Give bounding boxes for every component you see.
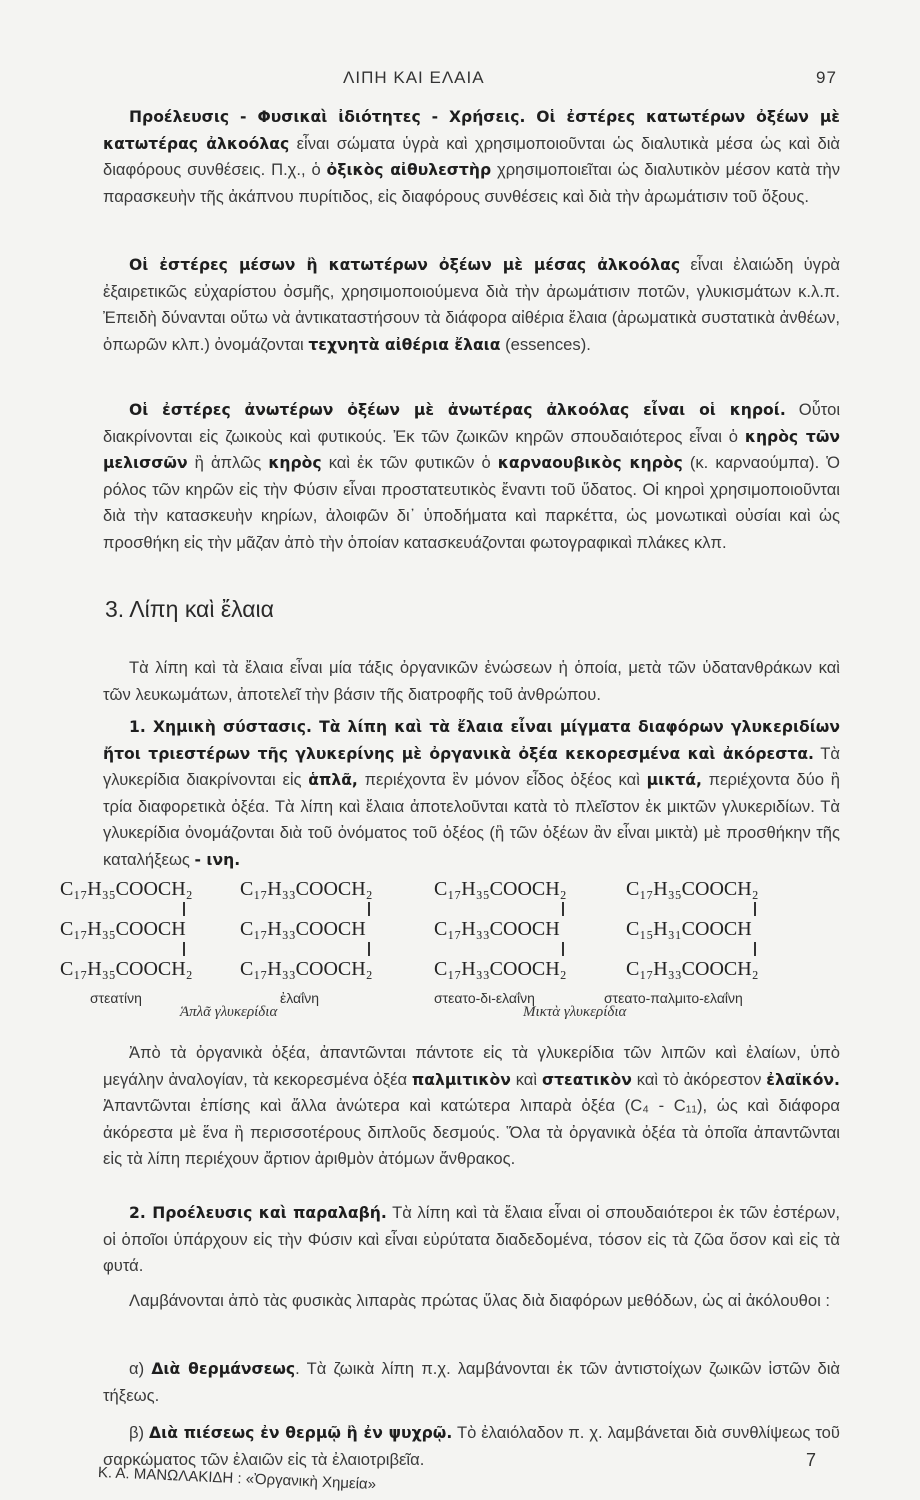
formula-row: C₁₅H₃₁COOCH (626, 918, 752, 940)
glyceride-formula (434, 874, 567, 1006)
paragraph (103, 1200, 840, 1280)
text: Οὗτοι διακρίνονται εἰς ζωικοὺς καὶ φυτικούς. Ἐκ τῶν ζωικῶν κηρῶν σπουδαιότερος εἶναι ὁ (103, 400, 841, 446)
formula-row: C₁₇H₃₃COOCH₂ (434, 958, 567, 980)
bold-text: ὀξικὸς αἰθυλεστὴρ (326, 161, 492, 179)
bond-line (368, 942, 370, 956)
bold-text: Οἱ ἐστέρες μέσων ἢ κατωτέρων ὀξέων μὲ μέσας ἀλκοόλας (129, 256, 681, 274)
text: . Τὰ ζωικὰ λίπη π.χ. λαμβάνονται ἐκ τῶν ἀντιστοίχων ζωικῶν ἱστῶν διὰ τήξεως. (103, 1359, 840, 1405)
glyceride-formula (60, 874, 193, 1006)
bond-line (183, 942, 185, 956)
text: περιέχοντα ἓν μόνον εἶδος ὀξέος καὶ (357, 770, 647, 789)
paragraph (103, 1420, 840, 1473)
formula-row: C₁₇H₃₅COOCH₂ (434, 878, 567, 900)
bold-text: τεχνητὰ αἰθέρια ἔλαια (308, 335, 501, 354)
text: Τὰ λίπη καὶ τὰ ἔλαια εἶναι οἱ σπουδαιότεροι ἐκ τῶν ἐστέρων, οἱ ὁποῖοι ὑπάρχουν εἰς τὴν Φύσιν καὶ εἶναι εὐρύτατα διαδεδομένα, τόσον εἰς τὰ ζῶα ὅσον καὶ εἰς τὰ φυτά. (103, 1203, 840, 1275)
bold-text: ἁπλᾶ, (308, 771, 358, 789)
paragraph (103, 655, 840, 708)
text: β) (129, 1423, 150, 1442)
bold-text: 2. Προέλευσις καὶ παραλαβή. (129, 1204, 387, 1222)
formula-row: C₁₇H₃₃COOCH₂ (240, 878, 373, 900)
bold-text: 1. Χημικὴ σύστασις. Τὰ λίπη καὶ τὰ ἔλαια εἶναι μίγματα διαφόρων γλυκεριδίων ἤτοι τριεστέρων τῆς γλυκερίνης μὲ ὀργανικὰ ὀξέα κεκορεσμένα καὶ ἀκόρεστα. (103, 718, 840, 763)
bold-text: Διὰ θερμάνσεως (151, 1360, 296, 1378)
simple-glycerides-label: Ἁπλᾶ γλυκερίδια (180, 1004, 278, 1020)
bold-text: ἐλαϊκόν. (766, 1070, 840, 1089)
bold-text: κηρὸς τῶν μελισσῶν (103, 427, 840, 472)
text: χρησιμοποιεῖται ὡς διαλυτικὸν μέσον κατὰ τὴν παρασκευὴν τῆς ἀκάπνου πυρίτιδος, εἰς διαφόρους συνθέσεις καὶ διὰ τὴν ἀρωμάτισιν τοῦ ὄξους. (103, 160, 840, 206)
text: εἶναι σώματα ὑγρὰ καὶ χρησιμοποιοῦνται ὡς διαλυτικὰ μέσα ὡς καὶ διὰ διαφόρους συνθέσεις. Π.χ., ὁ (103, 133, 840, 179)
section-heading: 3. Λίπη καὶ ἔλαια (105, 596, 274, 622)
bond-line (183, 902, 185, 916)
paragraph (103, 714, 840, 873)
bold-text: στεατικὸν (541, 1070, 632, 1089)
formula-row: C₁₇H₃₅COOCH₂ (60, 878, 193, 900)
text: καὶ τὸ ἀκόρεστον (631, 1069, 767, 1089)
formula-row: C₁₇H₃₅COOCH₂ (60, 958, 193, 980)
glyceride-name: στεατο-δι-ελαΐνη (434, 990, 535, 1006)
text: περιέχοντα δύο ἢ τρία διαφορετικὰ ὀξέα. Τὰ λίπη καὶ ἔλαια ἀποτελοῦνται κατὰ τὸ πλεῖστον ἐκ μικτῶν γλυκεριδίων. Τὰ γλυκερίδια ὀνομάζονται διὰ τοῦ ὀνόματος τοῦ ὀξέος (ἢ τῶν ὀξέων ἂν εἶναι μικτὰ) μὲ προσθήκην τῆς καταλήξεως (103, 770, 840, 869)
running-title: ΛΙΠΗ ΚΑΙ ΕΛΑΙΑ (343, 68, 485, 87)
bond-line (754, 902, 756, 916)
mixed-glycerides-label: Μικτὰ γλυκερίδια (523, 1004, 627, 1020)
text: καὶ (510, 1069, 542, 1089)
sheet-number: 7 (806, 1450, 817, 1470)
formula-row: C₁₇H₃₃COOCH (434, 918, 560, 940)
paragraph (103, 104, 840, 210)
text: Τὸ ἐλαιόλαδον π. χ. λαμβάνεται διὰ συνθλίψεως τοῦ σαρκώματος τῶν ἐλαιῶν εἰς τὰ ἐλαιοτριβεῖα. (103, 1423, 840, 1469)
glyceride-name: ἐλαΐνη (280, 990, 320, 1006)
bold-text: Διὰ πιέσεως ἐν θερμῷ ἢ ἐν ψυχρῷ. (149, 1424, 453, 1442)
text: α) (129, 1359, 152, 1378)
formula-row: C₁₇H₃₅COOCH₂ (626, 878, 759, 900)
text: Ἀπαντῶνται ἐπίσης καὶ ἄλλα ἀνώτερα καὶ κατώτερα λιπαρὰ ὀξέα (C₄ - C₁₁), ὡς καὶ διάφορα ἀκόρεστα μὲ ἕνα ἢ περισσοτέρους διπλοῦς δεσμούς. Ὅλα τὰ ὀργανικὰ ὀξέα τὰ ὁποῖα ἀπαντῶνται εἰς τὰ λίπη περιέχουν ἄρτιον ἀριθμὸν ἀτόμων ἄνθρακος. (103, 1096, 840, 1168)
page-number: 97 (816, 68, 837, 87)
formula-row: C₁₇H₃₃COOCH₂ (626, 958, 759, 980)
text: Λαμβάνονται ἀπὸ τὰς φυσικὰς λιπαρὰς πρώτας ὕλας διὰ διαφόρων μεθόδων, ὡς αἱ ἀκόλουθοι : (129, 1291, 831, 1310)
bold-text: - ινη. (194, 850, 241, 869)
text: (essences). (500, 334, 591, 354)
text: Ἀπὸ τὰ ὀργανικὰ ὀξέα, ἀπαντῶνται πάντοτε εἰς τὰ γλυκερίδια τῶν λιπῶν καὶ ἐλαίων, ὑπὸ μεγάλην ἀναλογίαν, τὰ κεκορεσμένα ὀξέα (103, 1043, 840, 1089)
bold-text: παλμιτικὸν (411, 1070, 511, 1089)
bold-text: κηρὸς (268, 454, 322, 472)
footer-signature: Κ. Α. ΜΑΝΩΛΑΚΙΔΗ : «Ὀργανικὴ Χημεία» (97, 1464, 377, 1494)
bond-line (562, 942, 564, 956)
bold-text: Οἱ ἐστέρες ἀνωτέρων ὀξέων μὲ ἀνωτέρας ἀλκοόλας εἶναι οἱ κηροί. (129, 401, 786, 419)
text: (κ. καρναούμπα). Ὁ ρόλος τῶν κηρῶν εἰς τὴν Φύσιν εἶναι προστατευτικὸς ἔναντι τοῦ ὕδατος. Οἱ κηροὶ χρησιμοποιοῦνται διὰ τὴν κατασκευὴν κηρίων, ἀλοιφῶν δι᾽ ὑποδήματα καὶ παρκέττα, ὡς μονωτικαὶ οὐσίαι καὶ ὡς προσθήκη εἰς τὴν μᾶζαν ἀπὸ τὴν ὁποίαν κατασκευάζονται φωτογραφικαὶ πλάκες κλπ. (103, 453, 840, 552)
paragraph (103, 1356, 840, 1409)
paragraph (103, 1040, 840, 1173)
paragraph (103, 397, 840, 556)
formula-row: C₁₇H₃₃COOCH₂ (240, 958, 373, 980)
bold-text: μικτά, (646, 771, 702, 789)
glyceride-formula (604, 874, 759, 1006)
glyceride-formula (240, 874, 373, 1006)
glyceride-name: στεατο-παλμιτο-ελαΐνη (604, 990, 743, 1006)
formula-row: C₁₇H₃₅COOCH (60, 918, 186, 940)
bold-text: καρναουβικὸς κηρὸς (497, 454, 683, 472)
glyceride-name: στεατίνη (90, 990, 142, 1006)
text: καὶ ἐκ τῶν φυτικῶν ὁ (321, 453, 498, 472)
bond-line (562, 902, 564, 916)
formula-row: C₁₇H₃₃COOCH (240, 918, 366, 940)
bond-line (368, 902, 370, 916)
text: Τὰ λίπη καὶ τὰ ἔλαια εἶναι μία τάξις ὀργανικῶν ἑνώσεων ἡ ὁποία, μετὰ τῶν ὑδατανθράκων καὶ τῶν λευκωμάτων, ἀποτελεῖ τὴν βάσιν τῆς διατροφῆς τοῦ ἀνθρώπου. (103, 658, 840, 704)
text: εἶναι ἐλαιώδη ὑγρὰ ἐξαιρετικῶς εὐχαρίστου ὀσμῆς, χρησιμοποιούμενα διὰ τὴν ἀρωμάτισιν ποτῶν, γλυκισμάτων κ.λ.π. Ἐπειδὴ δύνανται οὕτω νὰ ἀντικαταστήσουν τὰ διάφορα αἰθέρια ἔλαια (ἀρωματικὰ συστατικὰ ἀνθέων, ὀπωρῶν κλπ.) ὀνομάζονται (103, 255, 840, 354)
bold-text: Προέλευσις - Φυσικαὶ ἰδιότητες - Χρήσεις. Οἱ ἐστέρες κατωτέρων ὀξέων μὲ κατωτέρας ἀλκοόλας (103, 108, 840, 153)
text: Τὰ γλυκερίδια διακρίνονται εἰς (103, 743, 840, 789)
paragraph (103, 252, 840, 358)
paragraph (103, 1288, 840, 1315)
bond-line (754, 942, 756, 956)
text: ἢ ἁπλῶς (187, 453, 269, 472)
